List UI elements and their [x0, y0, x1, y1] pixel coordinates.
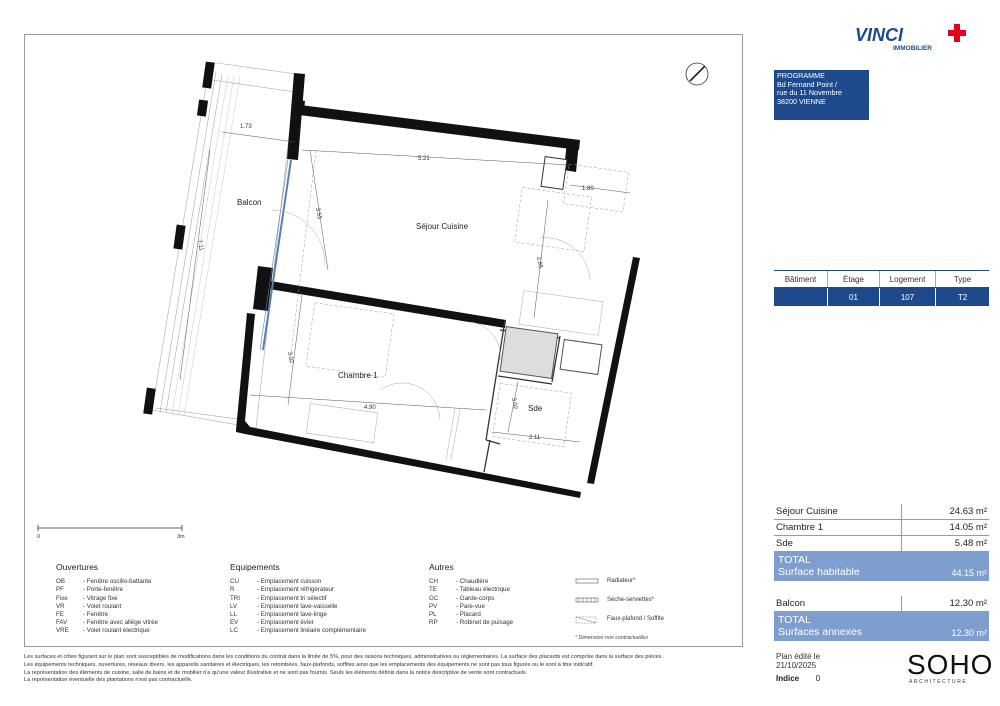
- dim-285: 2.85: [535, 256, 543, 269]
- legend-item: EV - Emplacement évier: [230, 619, 314, 627]
- legend-title: Ouvertures: [56, 562, 99, 572]
- lot-header-logement: Logement: [880, 271, 936, 287]
- total-annexes-label1: TOTAL: [778, 614, 811, 626]
- surface-value: 12.30 m²: [901, 596, 989, 611]
- scale-start: 0: [37, 534, 41, 540]
- scale-bar: [38, 525, 182, 531]
- edition-label: Plan édité le: [776, 652, 821, 661]
- soho-sub: ARCHITECTURE: [909, 679, 968, 685]
- programme-title: PROGRAMME: [777, 71, 825, 80]
- legend-item: Fixe - Vitrage fixe: [56, 594, 118, 602]
- legend-item: PV - Pare-vue: [429, 602, 485, 610]
- radiator-icon: [575, 578, 601, 586]
- legend-item: LC - Emplacement linéaire complémentaire: [230, 627, 367, 635]
- legend-item: Radiateur*: [575, 578, 664, 597]
- legend-item: OB - Fenêtre oscillo-battante: [56, 578, 152, 586]
- surface-row: [774, 536, 989, 552]
- balcony-structure: [143, 62, 296, 428]
- lot-header-etage: Étage: [828, 271, 880, 287]
- edition-block: [776, 652, 820, 670]
- dim-302b: 3.02: [510, 397, 518, 410]
- legend-item: Sèche-serviettes*: [575, 597, 664, 616]
- lot-table-header: [774, 270, 989, 288]
- edition-date: 21/10/2025: [776, 661, 817, 670]
- room-label-sejour: Séjour Cuisine: [416, 222, 469, 231]
- room-label-balcon: Balcon: [237, 198, 262, 207]
- lot-value-type: T2: [957, 292, 968, 302]
- lot-table: [774, 270, 989, 306]
- legend-item: CU - Emplacement cuisson: [230, 578, 322, 586]
- legend-item: VR - Volet roulant: [56, 602, 122, 610]
- vinci-cross-icon: [948, 24, 966, 42]
- surface-label: Balcon: [776, 598, 806, 609]
- dim-211: 2.11: [529, 435, 541, 441]
- surface-value: 24.63 m²: [901, 504, 989, 519]
- surfaces-habitables: [774, 504, 989, 581]
- total-habitable-label2: Surface habitable: [778, 566, 860, 578]
- lot-value-batiment: [774, 288, 828, 306]
- dim-711: 7.11: [196, 239, 204, 252]
- total-annexes-value: 12.30 m²: [951, 628, 987, 638]
- false-ceiling-icon: [575, 616, 601, 624]
- total-habitable-label1: TOTAL: [778, 554, 811, 566]
- surface-row: [774, 504, 989, 520]
- legend-item: PL - Placard: [429, 611, 481, 619]
- lot-value-etage: 01: [828, 288, 880, 306]
- dim-180: 1.80: [582, 186, 594, 192]
- legend-item: FAV - Fenêtre avec allège vitrée: [56, 619, 158, 627]
- disclaimer-line: La représentation éventuelle des plantations n'est pas contractuelle.: [24, 677, 193, 684]
- soho-logo: [907, 648, 991, 691]
- legend-item: LL - Emplacement lave-linge: [230, 611, 327, 619]
- legend-item: FE - Fenêtre: [56, 611, 109, 619]
- legend-item: RP - Robinet de puisage: [429, 619, 514, 627]
- dim-490: 4.90: [364, 405, 376, 411]
- room-label-sde: Sde: [528, 404, 543, 413]
- legend-title: Equipements: [230, 562, 280, 572]
- surface-row: [774, 520, 989, 536]
- legend-ouvertures: [56, 563, 158, 636]
- disclaimer-line: Les surfaces et côtes figurant sur le plan sont susceptibles de modifications dans les conditions du contrat dans la limite de 5%, pour des raisons techniques, administratives ou réglementaires. La surface des placards est comprise dans la surface des pièces.: [24, 654, 663, 660]
- vinci-wordmark: VINCI: [855, 25, 904, 45]
- indice-label: Indice: [776, 674, 800, 683]
- towel-dryer-icon: [575, 597, 601, 605]
- programme-block: [774, 70, 869, 120]
- surface-value: 14.05 m²: [901, 520, 989, 535]
- lot-value-logement: 107: [880, 288, 936, 306]
- surface-row: [774, 596, 989, 612]
- room-label-chambre: Chambre 1: [338, 371, 378, 380]
- total-annexes: [774, 612, 989, 641]
- total-habitable: [774, 552, 989, 581]
- surface-label: Chambre 1: [776, 522, 823, 533]
- legend-autres: [429, 563, 513, 627]
- disclaimer-line: Les équipements techniques, ouvertures, réseaux divers, les appareils sanitaires et électriques, les retombées, faux-plafonds, soffites ainsi que les emplacements des équipements ne sont pas tous figurés ou le sont à titre indicatif.: [24, 661, 594, 668]
- dim-173: 1.73: [240, 124, 252, 130]
- surface-value: 5.48 m²: [901, 536, 989, 551]
- vinci-sub: IMMOBILIER: [893, 45, 932, 52]
- legend-dispositifs: [575, 578, 664, 635]
- legend-item: TE - Tableau électrique: [429, 586, 510, 594]
- dim-302a: 3.02: [286, 351, 294, 364]
- surface-label: Séjour Cuisine: [776, 506, 838, 517]
- scale-end: 3m: [177, 534, 185, 540]
- north-arrow: [686, 63, 708, 85]
- soho-wordmark: SOHO: [907, 649, 991, 680]
- apartment-walls: [236, 73, 640, 498]
- programme-line3: 38200 VIENNE: [777, 96, 826, 106]
- dim-521: 5.21: [418, 156, 430, 162]
- total-annexes-label2: Surfaces annexes: [778, 626, 863, 638]
- programme-line1: Bd Fernand Point /: [777, 79, 837, 89]
- legend-equipements: [230, 563, 366, 636]
- vinci-logo: [855, 22, 971, 59]
- indice-value: 0: [815, 674, 821, 683]
- legend-item: PF - Porte-fenêtre: [56, 586, 123, 594]
- legend-item: VRE - Volet roulant électrique: [56, 627, 150, 635]
- dim-355: 3.55: [314, 207, 322, 220]
- surfaces-annexes: [774, 596, 989, 641]
- disclaimer: [24, 654, 759, 685]
- legend-item: R - Emplacement réfrigérateur: [230, 586, 335, 594]
- total-habitable-value: 44.15 m²: [951, 568, 987, 578]
- legend-item: Faux-plafond / Soffite: [575, 616, 664, 635]
- surface-label: Sde: [776, 538, 793, 549]
- legend-item: GC - Garde-corps: [429, 594, 495, 602]
- programme-line2: rue du 11 Novembre: [777, 88, 842, 98]
- disclaimer-line: La représentation des éléments de cuisine, salle de bains et de mobilier n'a qu'une valeur illustrative et ne sont pas fournis. Seuls les éléments définis dans la notice descriptive de vente sont contractuels.: [24, 669, 528, 676]
- lot-table-values: [774, 288, 989, 306]
- lot-header-batiment: Bâtiment: [774, 271, 828, 287]
- legend-item: LV - Emplacement lave-vaisselle: [230, 602, 338, 610]
- legend-item: CH - Chaudière: [429, 578, 489, 586]
- legend-title: Autres: [429, 562, 454, 572]
- lot-header-type: Type: [953, 274, 972, 284]
- legend-item: TRI - Emplacement tri sélectif: [230, 594, 327, 602]
- indice-block: [776, 674, 820, 683]
- dimension-note: * Dimension non contractuelles: [575, 635, 649, 641]
